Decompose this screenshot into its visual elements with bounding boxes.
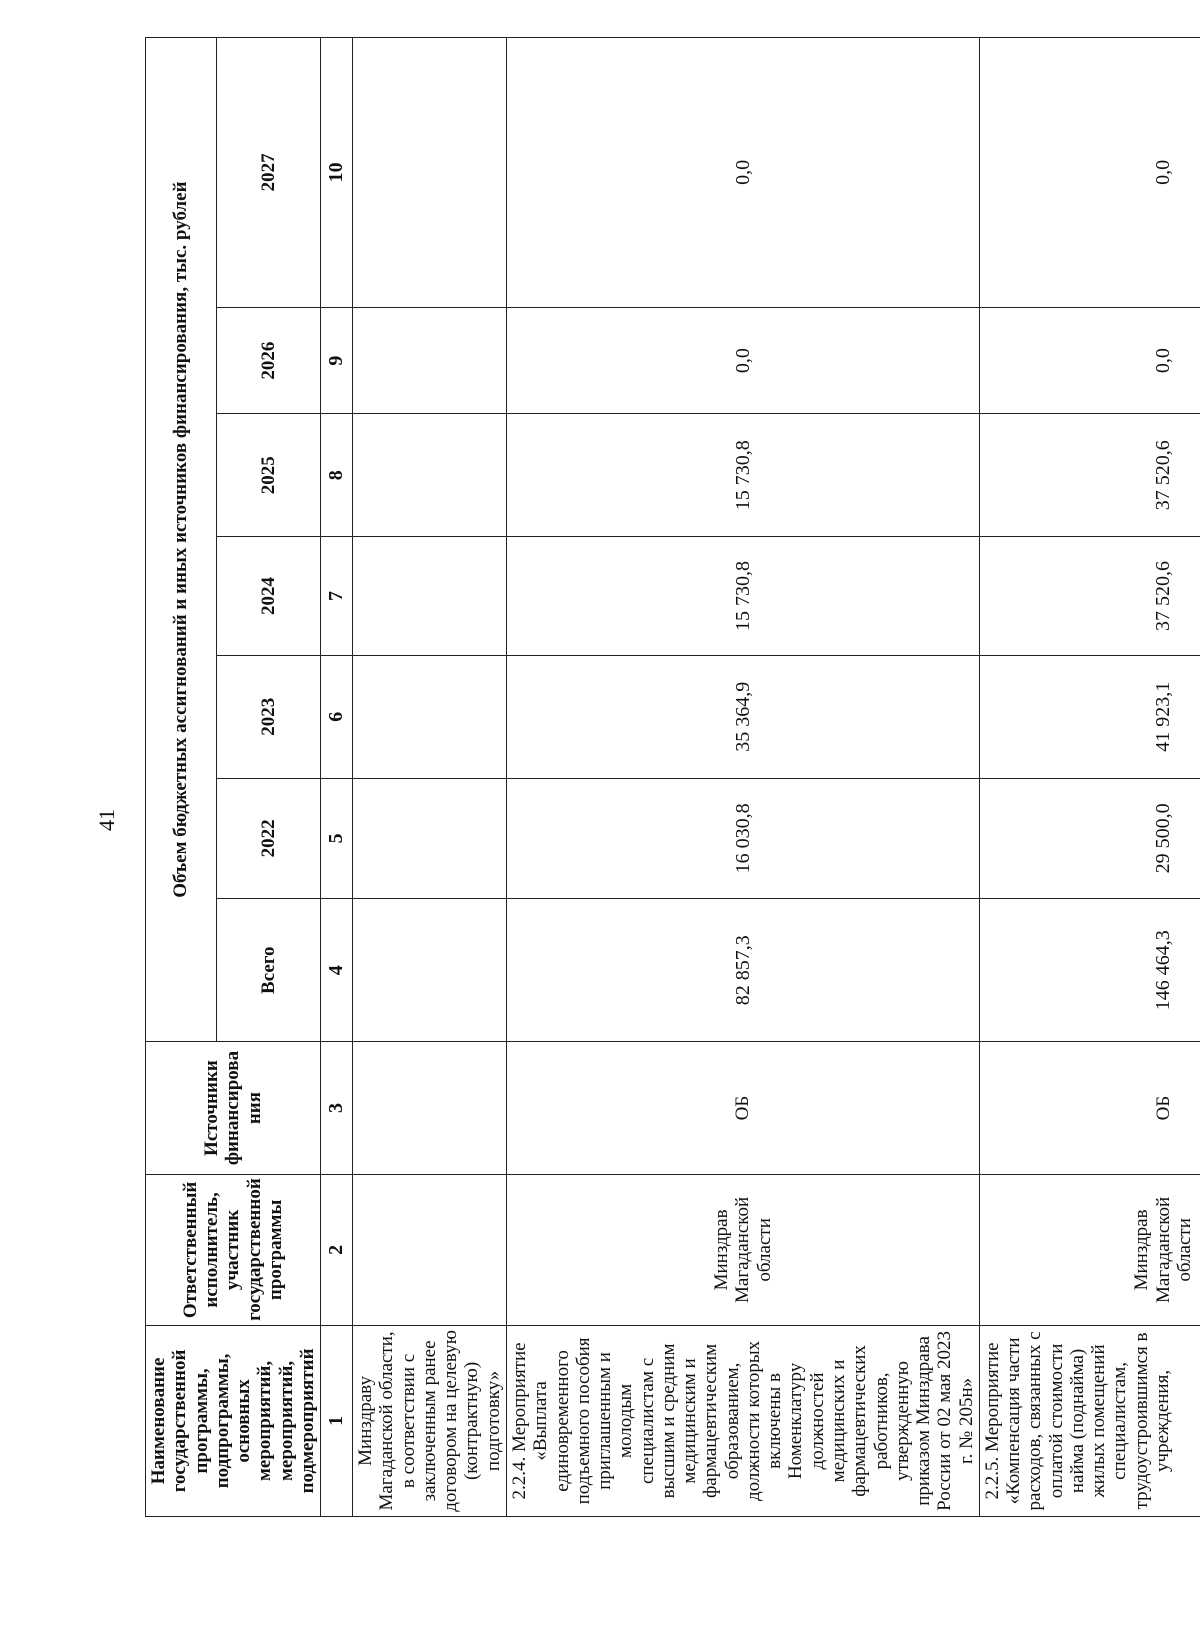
table-row xyxy=(979,38,1200,1517)
value-total: 82 857,3 xyxy=(506,899,979,1042)
financing-table xyxy=(145,37,1200,1517)
header-year-2025: 2025 xyxy=(216,414,320,537)
colnum: 2 xyxy=(321,1174,353,1325)
value-2024: 15 730,8 xyxy=(506,537,979,656)
page-number: 41 xyxy=(94,809,119,831)
row-executor xyxy=(353,1174,507,1325)
header-name: Наименование государственной программы, подпрограммы, основных мероприятий, мероприятий, подмероприятий xyxy=(146,1325,321,1516)
row-executor: Минздрав Магаданской области xyxy=(979,1174,1200,1325)
header-year-2022: 2022 xyxy=(216,778,320,899)
header-year-2026: 2026 xyxy=(216,307,320,414)
colnum: 8 xyxy=(321,414,353,537)
column-number-row xyxy=(321,38,353,1517)
row-name: 2.2.4. Мероприятие «Выплата единовременного подъемного пособия приглашенным и молодым специалистам с высшим и средним медицинским и фармацевтическим образованием, должности которых включены в Номенклатуру должностей медицинских и фармацевтических работников, утвержденную приказом Минздрава России от 02 мая 2023 г. № 205н» xyxy=(506,1325,979,1516)
colnum: 6 xyxy=(321,655,353,778)
value-2023: 41 923,1 xyxy=(979,655,1200,778)
table-row xyxy=(353,38,507,1517)
value-2022: 16 030,8 xyxy=(506,778,979,899)
row-source: ОБ xyxy=(979,1042,1200,1175)
table-row xyxy=(506,38,979,1517)
row-source xyxy=(353,1042,507,1175)
value-total xyxy=(353,899,507,1042)
row-name: 2.2.5. Мероприятие «Компенсация части расходов, связанных с оплатой стоимости найма (поднайма) жилых помещений специалистам, трудоустроившимся в учреждения, xyxy=(979,1325,1200,1516)
value-total: 146 464,3 xyxy=(979,899,1200,1042)
value-2026 xyxy=(353,307,507,414)
header-budget-group: Объем бюджетных ассигнований и иных источников финансирования, тыс. рублей xyxy=(146,38,217,1042)
row-name: Минздраву Магаданской области, в соответствии с заключенным ранее договором на целевую (контрактную) подготовку» xyxy=(353,1325,507,1516)
header-year-2027: 2027 xyxy=(216,38,320,308)
colnum: 1 xyxy=(321,1325,353,1516)
header-year-2023: 2023 xyxy=(216,655,320,778)
value-2025 xyxy=(353,414,507,537)
value-2022: 29 500,0 xyxy=(979,778,1200,899)
header-year-total: Всего xyxy=(216,899,320,1042)
value-2025: 37 520,6 xyxy=(979,414,1200,537)
value-2024 xyxy=(353,537,507,656)
colnum: 10 xyxy=(321,38,353,308)
header-executor: Ответственный исполнитель, участник государственной программы xyxy=(146,1174,321,1325)
value-2027: 0,0 xyxy=(979,38,1200,308)
header-source: Источники финансирова ния xyxy=(146,1042,321,1175)
row-source: ОБ xyxy=(506,1042,979,1175)
colnum: 4 xyxy=(321,899,353,1042)
value-2027 xyxy=(353,38,507,308)
value-2024: 37 520,6 xyxy=(979,537,1200,656)
colnum: 5 xyxy=(321,778,353,899)
value-2026: 0,0 xyxy=(979,307,1200,414)
value-2023 xyxy=(353,655,507,778)
value-2026: 0,0 xyxy=(506,307,979,414)
colnum: 3 xyxy=(321,1042,353,1175)
header-year-2024: 2024 xyxy=(216,537,320,656)
value-2027: 0,0 xyxy=(506,38,979,308)
value-2025: 15 730,8 xyxy=(506,414,979,537)
header-row-1 xyxy=(146,38,217,1517)
value-2023: 35 364,9 xyxy=(506,655,979,778)
value-2022 xyxy=(353,778,507,899)
rotated-table-wrapper xyxy=(145,37,1200,1517)
colnum: 9 xyxy=(321,307,353,414)
row-executor: Минздрав Магаданской области xyxy=(506,1174,979,1325)
colnum: 7 xyxy=(321,537,353,656)
